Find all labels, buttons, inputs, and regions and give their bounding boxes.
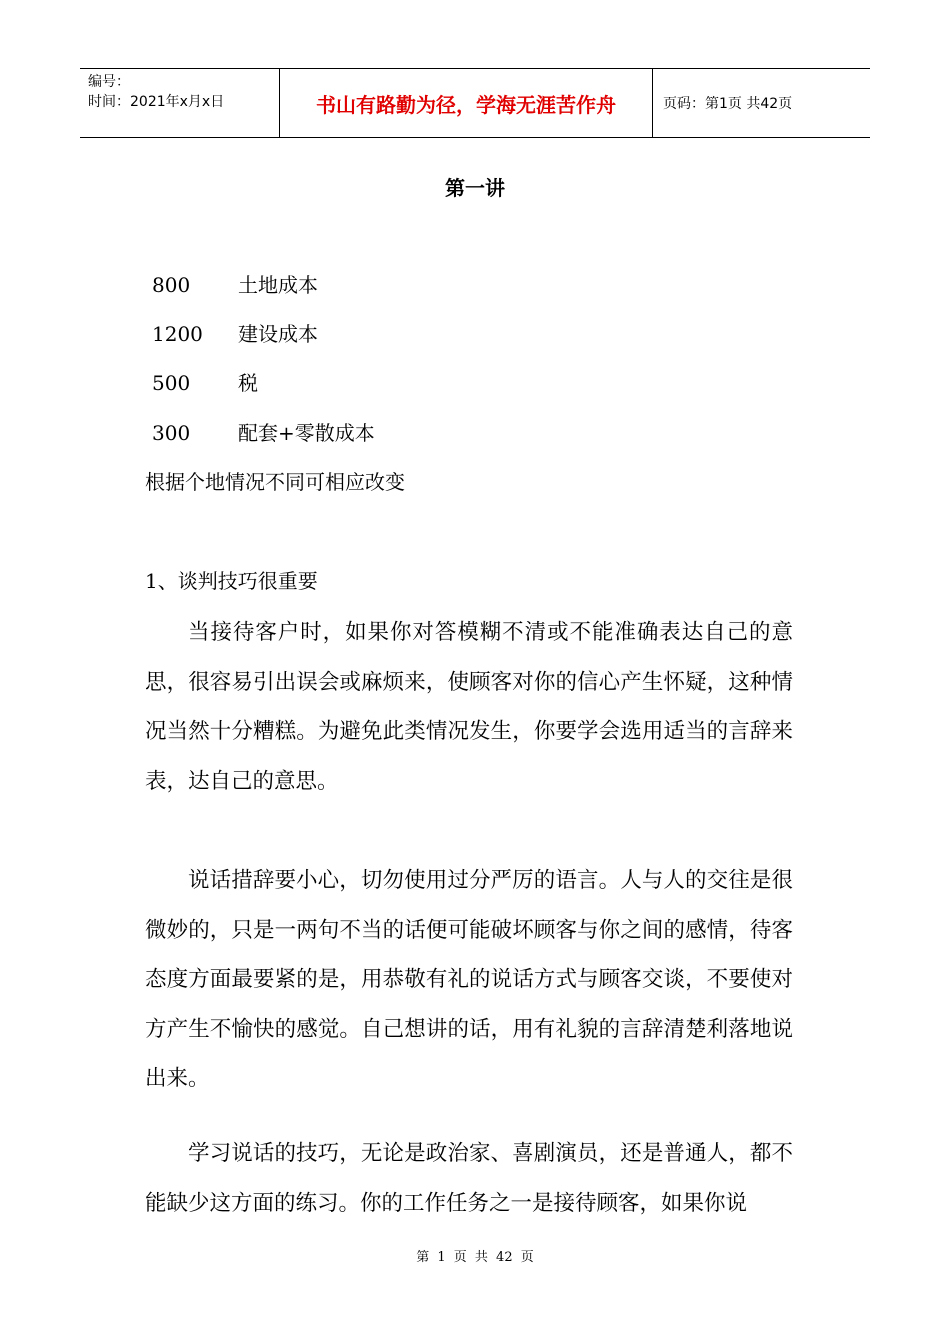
cost-label: 建设成本: [238, 322, 318, 346]
header-meta: [80, 69, 280, 137]
header-page-info: 页码：第1页 共42页: [663, 96, 793, 112]
cost-value: 300: [152, 421, 191, 445]
cost-value: 500: [152, 371, 191, 395]
cost-note: 根据个地情况不同可相应改变: [145, 470, 405, 494]
cost-row-tax: [152, 368, 258, 398]
page-footer: 第 1 页 共 42 页: [416, 1250, 534, 1265]
cost-row-construction: [152, 319, 318, 349]
cost-label: 土地成本: [238, 273, 318, 297]
header-motto: 书山有路勤为径，学海无涯苦作舟: [280, 69, 653, 137]
cost-value: 1200: [152, 322, 203, 346]
cost-label: 配套+零散成本: [238, 421, 375, 445]
body-paragraph: 学习说话的技巧，无论是政治家、喜剧演员，还是普通人，都不能缺少这方面的练习。你的工作任务之一是接待顾客，如果你说: [145, 1141, 793, 1216]
document-date-label: 时间：2021年x月x日: [88, 94, 225, 110]
document-number-label: 编号：: [88, 74, 130, 90]
section-heading: 1、谈判技巧很重要: [145, 569, 318, 593]
cost-row-facilities: [152, 418, 375, 448]
lecture-title: 第一讲: [445, 176, 505, 200]
cost-value: 800: [152, 273, 191, 297]
body-paragraph: 当接待客户时，如果你对答模糊不清或不能准确表达自己的意思，很容易引出误会或麻烦来，使顾客对你的信心产生怀疑，这种情况当然十分糟糕。为避免此类情况发生，你要学会选用适当的言辞来表，达自己的意思。: [145, 620, 793, 794]
cost-label: 税: [238, 371, 258, 395]
cost-row-land: [152, 270, 318, 300]
page-header: [80, 68, 870, 138]
body-paragraph: 说话措辞要小心，切勿使用过分严厉的语言。人与人的交往是很微妙的，只是一两句不当的话便可能破坏顾客与你之间的感情，待客态度方面最要紧的是，用恭敬有礼的说话方式与顾客交谈，不要使对方产生不愉快的感觉。自己想讲的话，用有礼貌的言辞清楚利落地说出来。: [145, 868, 793, 1091]
